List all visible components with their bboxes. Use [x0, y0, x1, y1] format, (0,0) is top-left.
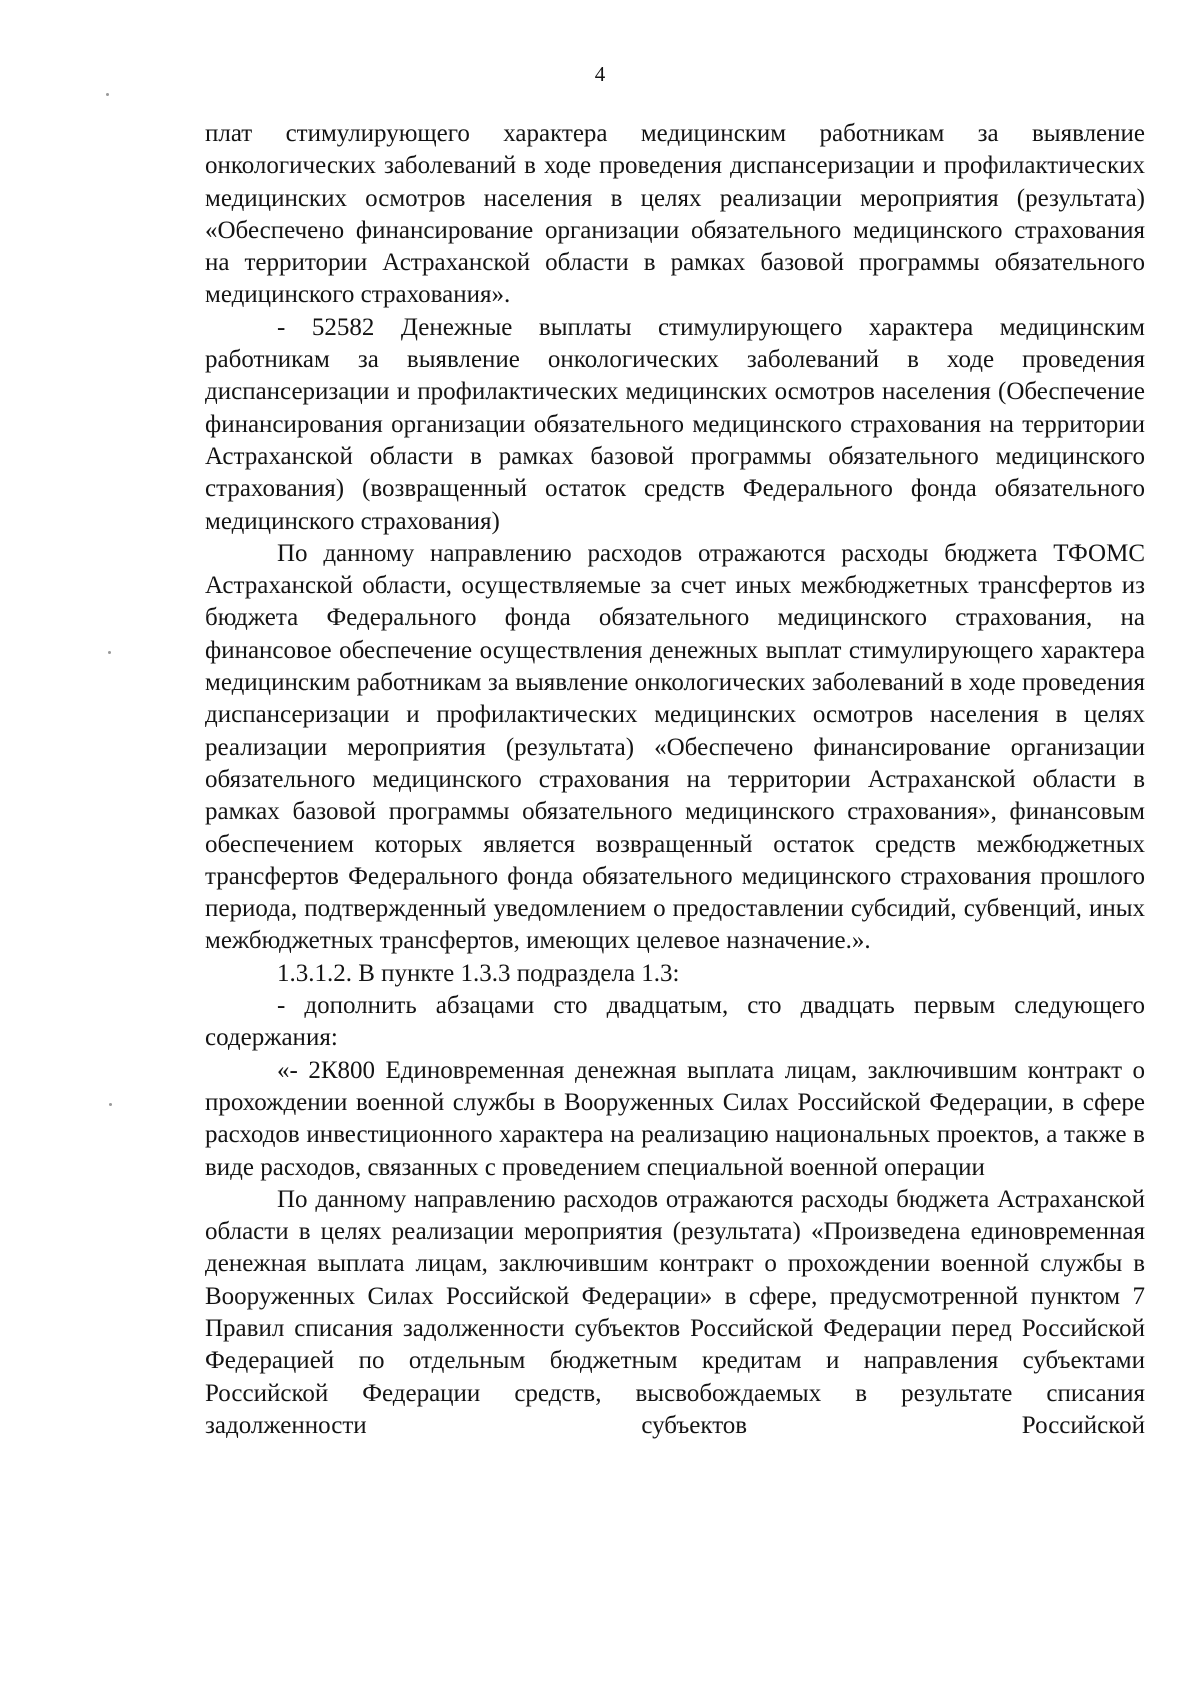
document-body [205, 118, 1145, 1442]
paragraph-code-52582: - 52582 Денежные выплаты стимулирующего характера медицинским работникам за выявление онкологических заболеваний в ходе проведения диспансеризации и профилактических медицинских осмотров населения (Обеспечение финансирования организации обязательного медицинского страхования на территории Астраханской области в рамках базовой программы обязательного медицинского страхования) (возвращенный остаток средств Федерального фонда обязательного медицинского страхования) [205, 313, 1145, 535]
scan-speck [108, 651, 111, 654]
scan-speck [109, 1103, 112, 1106]
paragraph-add-subparagraphs: - дополнить абзацами сто двадцатым, сто двадцать первым следующего содержания: [205, 992, 1145, 1052]
paragraph-tfoms-expenses: По данному направлению расходов отражаются расходы бюджета ТФОМС Астраханской области, осуществляемые за счет иных межбюджетных трансфертов из бюджета Федерального фонда обязательного медицинского страхования, на финансовое обеспечение осуществления денежных выплат стимулирующего характера медицинским работникам за выявление онкологических заболеваний в ходе проведения диспансеризации и профилактических медицинских осмотров населения в целях реализации мероприятия (результата) «Обеспечено финансирование организации обязательного медицинского страхования на территории Астраханской области в рамках базовой программы обязательного медицинского страхования», финансовым обеспечением которых является возвращенный остаток средств межбюджетных трансфертов Федерального фонда обязательного медицинского страхования прошлого периода, подтвержденный уведомлением о предоставлении субсидий, субвенций, иных межбюджетных трансфертов, имеющих целевое назначение.». [205, 539, 1145, 955]
paragraph-clause-1-3-1-2: 1.3.1.2. В пункте 1.3.3 подраздела 1.3: [277, 959, 680, 987]
page-number: 4 [594, 62, 606, 86]
scan-speck [106, 93, 109, 96]
paragraph-continuation: плат стимулирующего характера медицинским работникам за выявление онкологических заболеваний в ходе проведения диспансеризации и профилактических медицинских осмотров населения в целях реализации мероприятия (результата) «Обеспечено финансирование организации обязательного медицинского страхования на территории Астраханской области в рамках базовой программы обязательного медицинского страхования». [205, 120, 1145, 309]
paragraph-astrakhan-expenses: По данному направлению расходов отражаются расходы бюджета Астраханской области в целях реализации мероприятия (результата) «Произведена единовременная денежная выплата лицам, заключившим контракт о прохождении военной службы в Вооруженных Силах Российской Федерации» в сфере, предусмотренной пунктом 7 Правил списания задолженности субъектов Российской Федерации перед Российской Федерацией по отдельным бюджетным кредитам и направления субъектами Российской Федерации средств, высвобождаемых в результате списания задолженности субъектов Российской [205, 1185, 1145, 1439]
paragraph-code-2k800: «- 2К800 Единовременная денежная выплата лицам, заключившим контракт о прохождении военной службы в Вооруженных Силах Российской Федерации, в сфере расходов инвестиционного характера на реализацию национальных проектов, а также в виде расходов, связанных с проведением специальной военной операции [205, 1056, 1145, 1181]
